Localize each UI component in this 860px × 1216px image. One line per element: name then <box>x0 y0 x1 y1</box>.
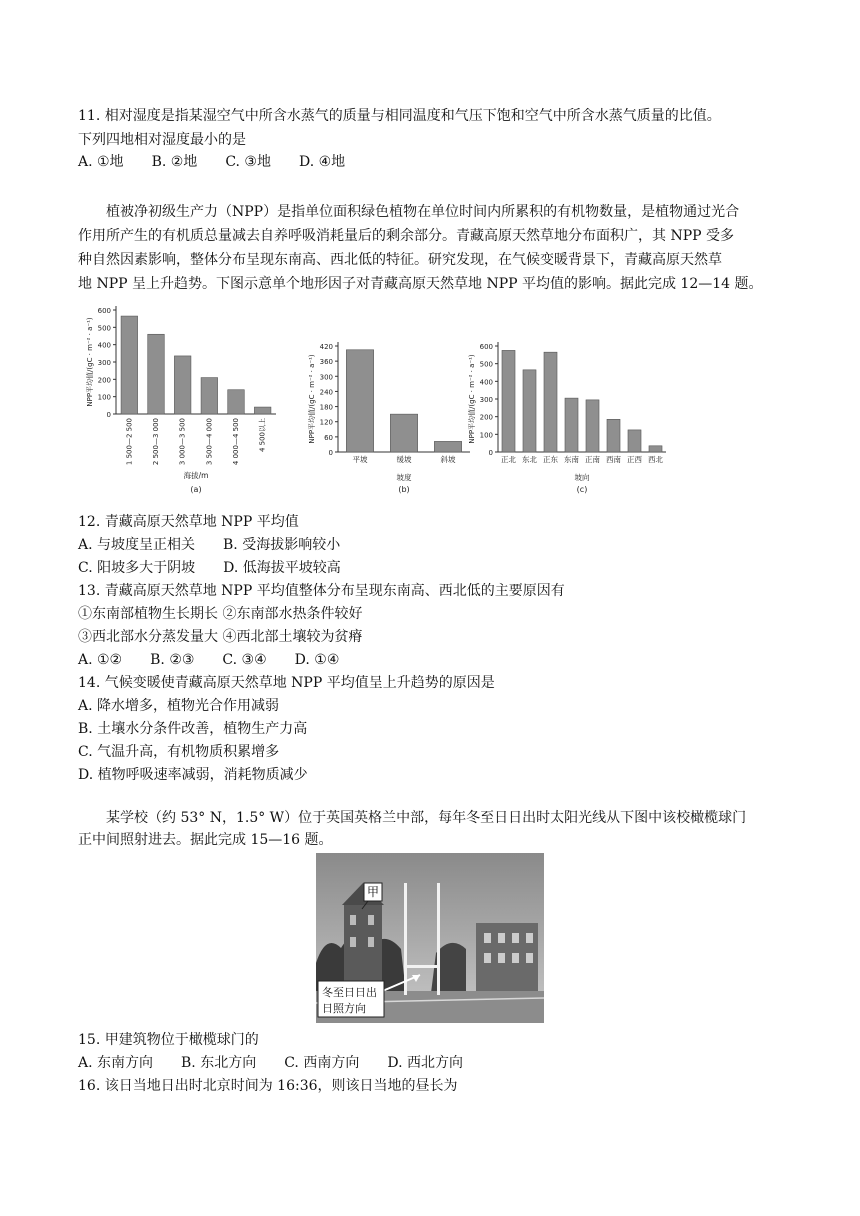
chart-c-y-tick-label: 500 <box>479 360 493 369</box>
q13-stem: 13. 青藏高原天然草地 NPP 平均值整体分布呈现东南高、西北低的主要原因有 <box>78 583 565 599</box>
chart-c-category-label: 正东 <box>543 455 558 464</box>
q15-option-d: D. 西北方向 <box>387 1055 463 1071</box>
chart-c-y-tick-label: 0 <box>488 449 493 457</box>
chart-a-bar <box>201 378 218 414</box>
chart-b-x-axis-label: 坡度 <box>396 473 412 482</box>
q14-option-b: B. 土壤水分条件改善，植物生产力高 <box>78 721 308 737</box>
chart-b-category-label: 缓坡 <box>396 455 412 464</box>
chart-b-category-label: 平坡 <box>352 455 368 464</box>
chart-a-panel-label: (a) <box>190 485 202 494</box>
q15-option-b: B. 东北方向 <box>181 1055 257 1071</box>
chart-a-category-label: 2 500—3 000 <box>152 418 160 466</box>
chart-c-panel-label: (c) <box>576 485 588 494</box>
chart-c-bar <box>649 446 662 452</box>
chart-b-y-tick-label: 60 <box>324 433 333 442</box>
q13-option-d: D. ①④ <box>294 652 340 668</box>
q13-options <box>78 650 367 670</box>
chart-a-bar <box>228 390 245 414</box>
chart-c-category-label: 东南 <box>564 455 579 464</box>
q11-stem-line2: 下列四地相对湿度最小的是 <box>78 132 246 148</box>
chart-c-bar <box>523 370 536 452</box>
q14-option-d: D. 植物呼吸速率减弱，消耗物质减少 <box>78 767 308 783</box>
npp-intro-line1: 植被净初级生产力（NPP）是指单位面积绿色植物在单位时间内所累积的有机物数量，是植物通过光合 <box>106 204 740 220</box>
q16-stem: 16. 该日当地日出时北京时间为 16:36，则该日当地的昼长为 <box>78 1078 458 1094</box>
chart-c-bar <box>628 430 641 452</box>
chart-b-y-tick-label: 420 <box>319 343 333 351</box>
q13-option-a: A. ①② <box>78 652 123 668</box>
rugby-intro-line2: 正中间照射进去。据此完成 15—16 题。 <box>78 832 333 848</box>
chart-a-category-label: 3 000—3 500 <box>178 418 187 466</box>
q14-stem: 14. 气候变暖使青藏高原天然草地 NPP 平均值呈上升趋势的原因是 <box>78 675 495 691</box>
q12-option-d: D. 低海拔平坡较高 <box>223 560 341 576</box>
chart-b-y-tick-label: 300 <box>319 373 333 382</box>
chart-c-x-axis-label: 坡向 <box>574 473 590 482</box>
chart-c-bar <box>502 350 515 452</box>
chart-a-bar <box>254 407 271 414</box>
chart-b-panel-label: (b) <box>398 485 410 494</box>
q13-option-b: B. ②③ <box>150 652 195 668</box>
q14-option-a: A. 降水增多，植物光合作用减弱 <box>78 698 280 714</box>
q11-options <box>78 152 373 172</box>
chart-a-category-label: 3 500—4 000 <box>205 418 214 466</box>
chart-b-y-tick-label: 360 <box>319 358 333 367</box>
chart-a-y-tick-label: 500 <box>97 324 111 333</box>
npp-intro-line3: 种自然因素影响，整体分布呈现东南高、西北低的特征。研究发现，在气候变暖背景下，青藏高原天然草 <box>78 252 722 268</box>
chart-c-category-label: 正南 <box>585 455 600 464</box>
q11-option-c: C. ③地 <box>225 154 271 170</box>
chart-c-bar <box>586 400 599 452</box>
q11-option-d: D. ④地 <box>298 154 346 170</box>
chart-a-y-tick-label: 200 <box>97 376 111 385</box>
npp-intro-line2: 作用所产生的有机质总量减去自养呼吸消耗量后的剩余部分。青藏高原天然草地分布面积广，其 NPP 受多 <box>78 228 734 244</box>
chart-b-y-axis-label: NPP平均值/(gC · m⁻² · a⁻¹) <box>308 354 316 444</box>
q12-options-row2 <box>78 558 369 578</box>
q15-stem: 15. 甲建筑物位于橄榄球门的 <box>78 1032 259 1048</box>
chart-c-y-tick-label: 300 <box>479 396 493 404</box>
q11-option-b: B. ②地 <box>151 154 198 170</box>
chart-c-category-label: 正北 <box>501 455 516 464</box>
q11-stem-line1: 11. 相对湿度是指某湿空气中所含水蒸气的质量与相同温度和气压下饱和空气中所含水蒸气质量的比值。 <box>78 108 721 124</box>
chart-b-bar <box>390 414 417 452</box>
q15-option-a: A. 东南方向 <box>78 1055 154 1071</box>
q13-statements-2: ③西北部水分蒸发量大 ④西北部土壤较为贫瘠 <box>78 629 363 645</box>
chart-b-category-label: 斜坡 <box>440 455 456 464</box>
q12-option-b: B. 受海拔影响较小 <box>223 537 341 553</box>
chart-c-bar <box>607 419 620 452</box>
chart-c-bar <box>544 352 557 452</box>
chart-c-y-tick-label: 600 <box>479 343 493 351</box>
chart-c-y-tick-label: 100 <box>479 431 493 440</box>
label-sunrise-direction-1: 冬至日日出 <box>322 986 377 999</box>
chart-a-y-axis-label: NPP平均值/(gC · m⁻² · a⁻¹) <box>86 317 94 407</box>
chart-a-y-tick-label: 400 <box>97 341 111 350</box>
chart-a-category-label: 4 000—4 500 <box>232 418 240 466</box>
q13-option-c: C. ③④ <box>222 652 267 668</box>
chart-a-bar <box>121 316 138 414</box>
q14-option-c: C. 气温升高，有机物质积累增多 <box>78 744 280 760</box>
chart-a-x-axis-label: 海拔/m <box>183 471 209 480</box>
chart-a-bar <box>148 334 165 414</box>
q12-stem: 12. 青藏高原天然草地 NPP 平均值 <box>78 514 299 530</box>
q15-options <box>78 1053 491 1073</box>
npp-charts <box>70 296 710 502</box>
chart-c-y-axis-label: NPP平均值/(gC · m⁻² · a⁻¹) <box>468 354 476 444</box>
chart-b-bar <box>434 441 461 452</box>
chart-a-bar <box>174 356 191 414</box>
chart-c-bar <box>565 398 578 452</box>
chart-c-y-tick-label: 400 <box>479 378 493 387</box>
chart-c-y-tick-label: 200 <box>479 413 493 422</box>
chart-b-bar <box>346 350 373 452</box>
label-sunrise-direction-2: 日照方向 <box>322 1002 366 1015</box>
chart-c-category-label: 西南 <box>606 455 621 464</box>
chart-b-y-tick-label: 120 <box>319 418 333 427</box>
chart-c-category-label: 东北 <box>522 455 537 464</box>
chart-a-category-label: 4 500以上 <box>258 418 267 453</box>
chart-a-y-tick-label: 300 <box>97 359 111 367</box>
q12-options-row1 <box>78 535 368 555</box>
rugby-intro-line1: 某学校（约 53° N，1.5° W）位于英国英格兰中部，每年冬至日日出时太阳光线从下图中该校橄榄球门 <box>106 810 747 826</box>
chart-a-y-tick-label: 0 <box>106 411 111 419</box>
q12-option-a: A. 与坡度呈正相关 <box>78 537 196 553</box>
npp-intro-line4: 地 NPP 呈上升趋势。下图示意单个地形因子对青藏高原天然草地 NPP 平均值的影响。据此完成 12—14 题。 <box>78 276 763 292</box>
q12-option-c: C. 阳坡多大于阴坡 <box>78 560 196 576</box>
q15-option-c: C. 西南方向 <box>284 1055 360 1071</box>
chart-a-y-tick-label: 100 <box>97 393 111 402</box>
chart-c-category-label: 西北 <box>648 455 663 464</box>
chart-b-y-tick-label: 0 <box>328 449 333 457</box>
chart-a-category-label: 1 500—2 500 <box>125 418 134 466</box>
q13-statements-1: ①东南部植物生长期长 ②东南部水热条件较好 <box>78 606 363 622</box>
rugby-goal-photo <box>316 853 544 1023</box>
chart-c-category-label: 正西 <box>627 455 642 464</box>
chart-b-y-tick-label: 240 <box>319 388 333 397</box>
chart-b-y-tick-label: 180 <box>319 403 333 412</box>
chart-a-y-tick-label: 600 <box>97 307 111 315</box>
label-jia: 甲 <box>366 885 380 899</box>
q11-option-a: A. ①地 <box>78 154 124 170</box>
